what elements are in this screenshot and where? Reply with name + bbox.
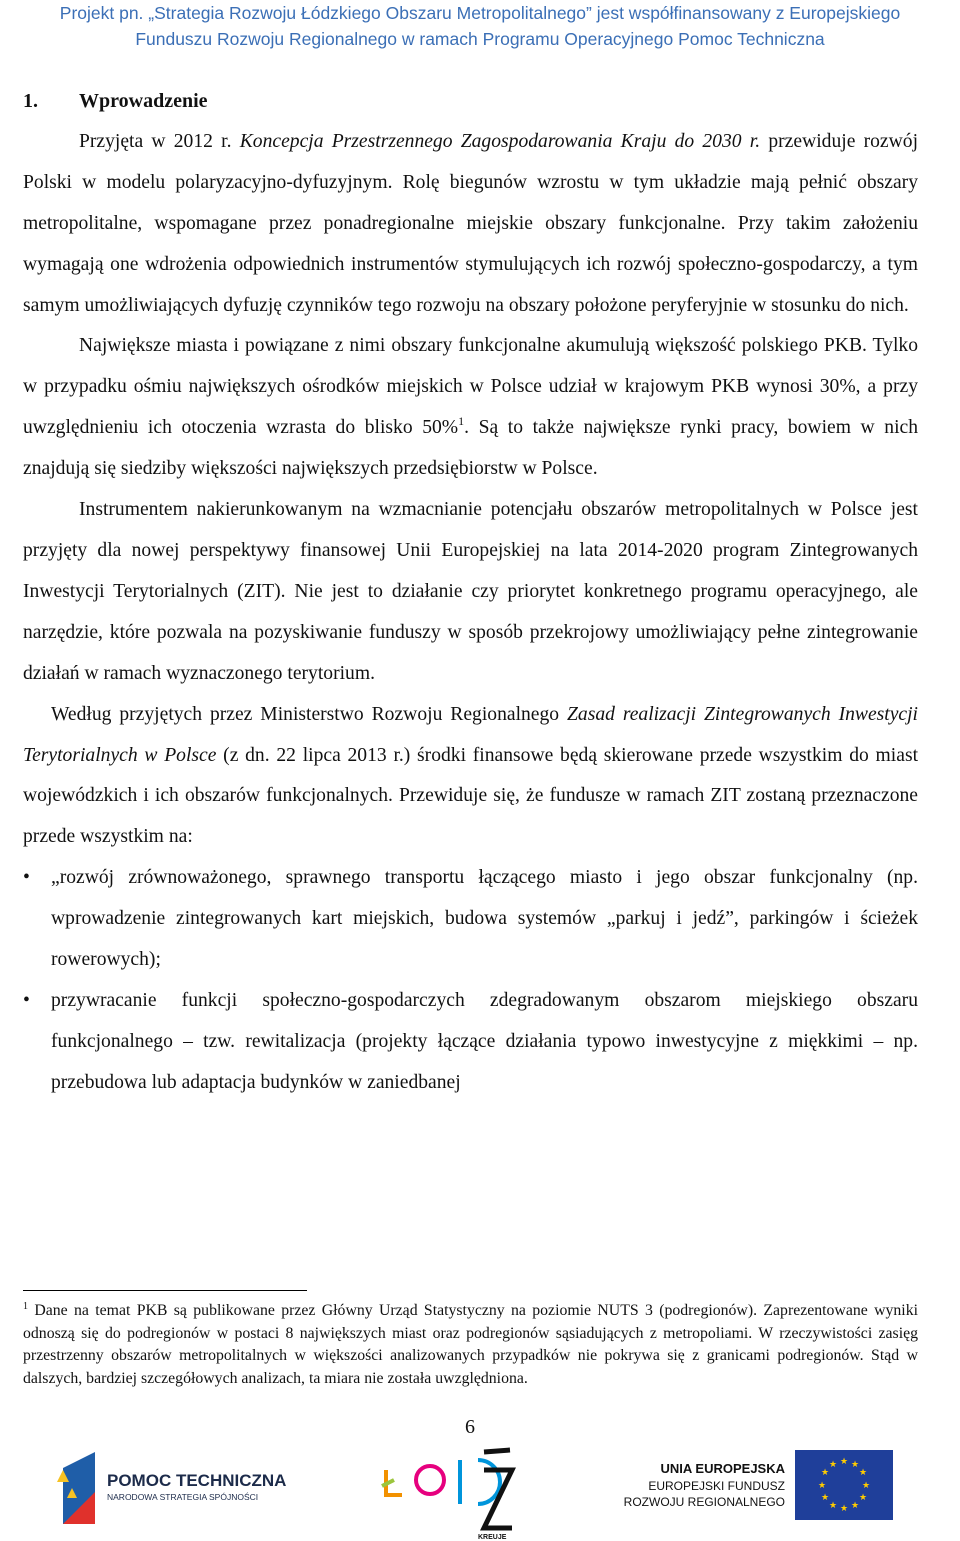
paragraph-4 [23, 695, 918, 859]
svg-text:★: ★ [839, 1457, 849, 1467]
p2-text-b: . Są to także największe rynki pracy, bowiem w nich znajdują się siedziby większości największych przedsiębiorstw w Polsce. [23, 417, 919, 480]
pomoc-techniczna-logo [55, 1448, 295, 1528]
svg-text:★: ★ [820, 1468, 830, 1478]
section-title: Wprowadzenie [79, 90, 208, 112]
header-line-2: Funduszu Rozwoju Regionalnego w ramach Programu Operacyjnego Pomoc Techniczna [135, 29, 825, 49]
list-item-text: przywracanie funkcji społeczno-gospodarczych zdegradowanym obszarom miejskiego obszaru funkcjonalnego – tzw. rewitalizacja (projekty łączące działania typowo inwestycyjne z miękkimi – np. przebudowa lub adaptacja budynków w zaniedbanej [51, 989, 918, 1093]
svg-text:★: ★ [850, 1460, 860, 1470]
ue-logo-line-3: ROZWOJU REGIONALNEGO [623, 1495, 785, 1509]
pomoc-logo-subtitle: NARODOWA STRATEGIA SPÓJNOŚCI [107, 1492, 259, 1502]
bullet-icon: • [23, 989, 30, 1011]
list-item [23, 981, 918, 1104]
lodz-kreuje-logo [380, 1440, 520, 1541]
main-content [23, 81, 918, 1104]
page-number: 6 [465, 1416, 475, 1438]
bullet-list [23, 858, 918, 1103]
list-item [23, 858, 918, 981]
paragraph-2 [23, 326, 918, 490]
svg-text:★: ★ [858, 1468, 868, 1478]
p2-text-a: Największe miasta i powiązane z nimi obszary funkcjonalne akumulują większość polskiego PKB. Tylko w przypadku ośmiu największych ośrodków miejskich w Polsce udział w krajowym PKB wynosi 30%, a przy uwzględnieniu ich otoczenia wzrasta do blisko 50% [23, 335, 918, 439]
p1-italic-title: Koncepcja Przestrzennego Zagospodarowania Kraju do 2030 r. [239, 130, 761, 152]
lodz-logo-caption: KREUJE [478, 1534, 507, 1541]
svg-text:★: ★ [828, 1501, 838, 1511]
p1-text-a: Przyjęta w 2012 r. [79, 130, 240, 152]
paragraph-1 [23, 122, 918, 327]
list-item-text: „rozwój zrównoważonego, sprawnego transportu łączącego miasto i jego obszar funkcjonalny (np. wprowadzenie zintegrowanych kart miejskich, budowa systemów „parkuj i jedź”, parkingów i ścieżek rowerowych); [51, 867, 918, 971]
footer-logos [0, 1440, 960, 1541]
svg-text:★: ★ [839, 1504, 849, 1514]
paragraph-3: Instrumentem nakierunkowanym na wzmacnianie potencjału obszarów metropolitalnych w Polsce jest przyjęty dla nowej perspektywy finansowej Unii Europejskiej na lata 2014-2020 program Zintegrowanych Inwestycji Terytorialnych (ZIT). Nie jest to działanie czy priorytet konkretnego programu operacyjnego, ale narzędzie, które pozwala na pozyskiwanie funduszy w sposób przekrojowy umożliwiający pełne zintegrowanie działań w ramach wyznaczonego terytorium. [23, 499, 918, 684]
svg-text:★: ★ [861, 1481, 871, 1491]
svg-text:★: ★ [820, 1493, 830, 1503]
ue-text-logo [615, 1458, 790, 1518]
footnote-number: 1 [23, 1301, 28, 1312]
bullet-icon: • [23, 867, 30, 889]
header-line-1: Projekt pn. „Strategia Rozwoju Łódzkiego Obszaru Metropolitalnego” jest współfinansowany z Europejskiego [59, 3, 901, 23]
footnote [23, 1300, 918, 1390]
svg-text:★: ★ [828, 1460, 838, 1470]
svg-text:★: ★ [858, 1493, 868, 1503]
eu-flag-icon [795, 1450, 893, 1520]
footnote-text: Dane na temat PKB są publikowane przez Główny Urząd Statystyczny na poziomie NUTS 3 (podregionów). Zaprezentowane wyniki odnoszą się do podregionów w postaci 8 największych miast oraz podregionów sąsiadujących z metropoliami. W rzeczywistości zasięg przestrzenny obszarów metropolitalnych w większości analizowanych przypadków nie pokrywa się z granicami podregionów. Stąd w dalszych, bardziej szczegółowych analizach, ta miara nie została uwzględniona. [23, 1302, 918, 1387]
ue-logo-line-1: UNIA EUROPEJSKA [660, 1461, 785, 1476]
svg-text:★: ★ [850, 1501, 860, 1511]
p4-italic-title: Zasad realizacji Zintegrowanych Inwestycji Terytorialnych w Polsce [23, 703, 919, 766]
footnote-divider [23, 1290, 307, 1291]
section-heading [23, 81, 918, 122]
p1-text-b: przewiduje rozwój Polski w modelu polaryzacyjno-dyfuzyjnym. Rolę biegunów wzrostu w tym układzie mają pełnić obszary metropolitalne, wspomagane przez ponadregionalne miejskie obszary funkcjonalne. Przy takim założeniu wymagają one wdrożenia odpowiednich instrumentów stymulujących ich rozwój społeczno-gospodarczy, a tym samym umożliwiających dyfuzję czynników tego rozwoju na obszary położone peryferyjnie w stosunku do nich. [23, 130, 919, 316]
footnote-ref[interactable]: 1 [458, 414, 465, 429]
pomoc-logo-title: POMOC TECHNICZNA [107, 1471, 287, 1490]
p4-text-b: (z dn. 22 lipca 2013 r.) środki finansowe będą skierowane przede wszystkim do miast wojewódzkich i ich obszarów funkcjonalnych. Przewiduje się, że fundusze w ramach ZIT zostaną przeznaczone przede wszystkim na: [23, 744, 919, 848]
section-number: 1. [23, 90, 38, 112]
p4-text-a: Według przyjętych przez Ministerstwo Rozwoju Regionalnego [51, 703, 568, 725]
svg-text:★: ★ [817, 1481, 827, 1491]
ue-logo-line-2: EUROPEJSKI FUNDUSZ [648, 1479, 785, 1493]
page-header [0, 0, 960, 52]
